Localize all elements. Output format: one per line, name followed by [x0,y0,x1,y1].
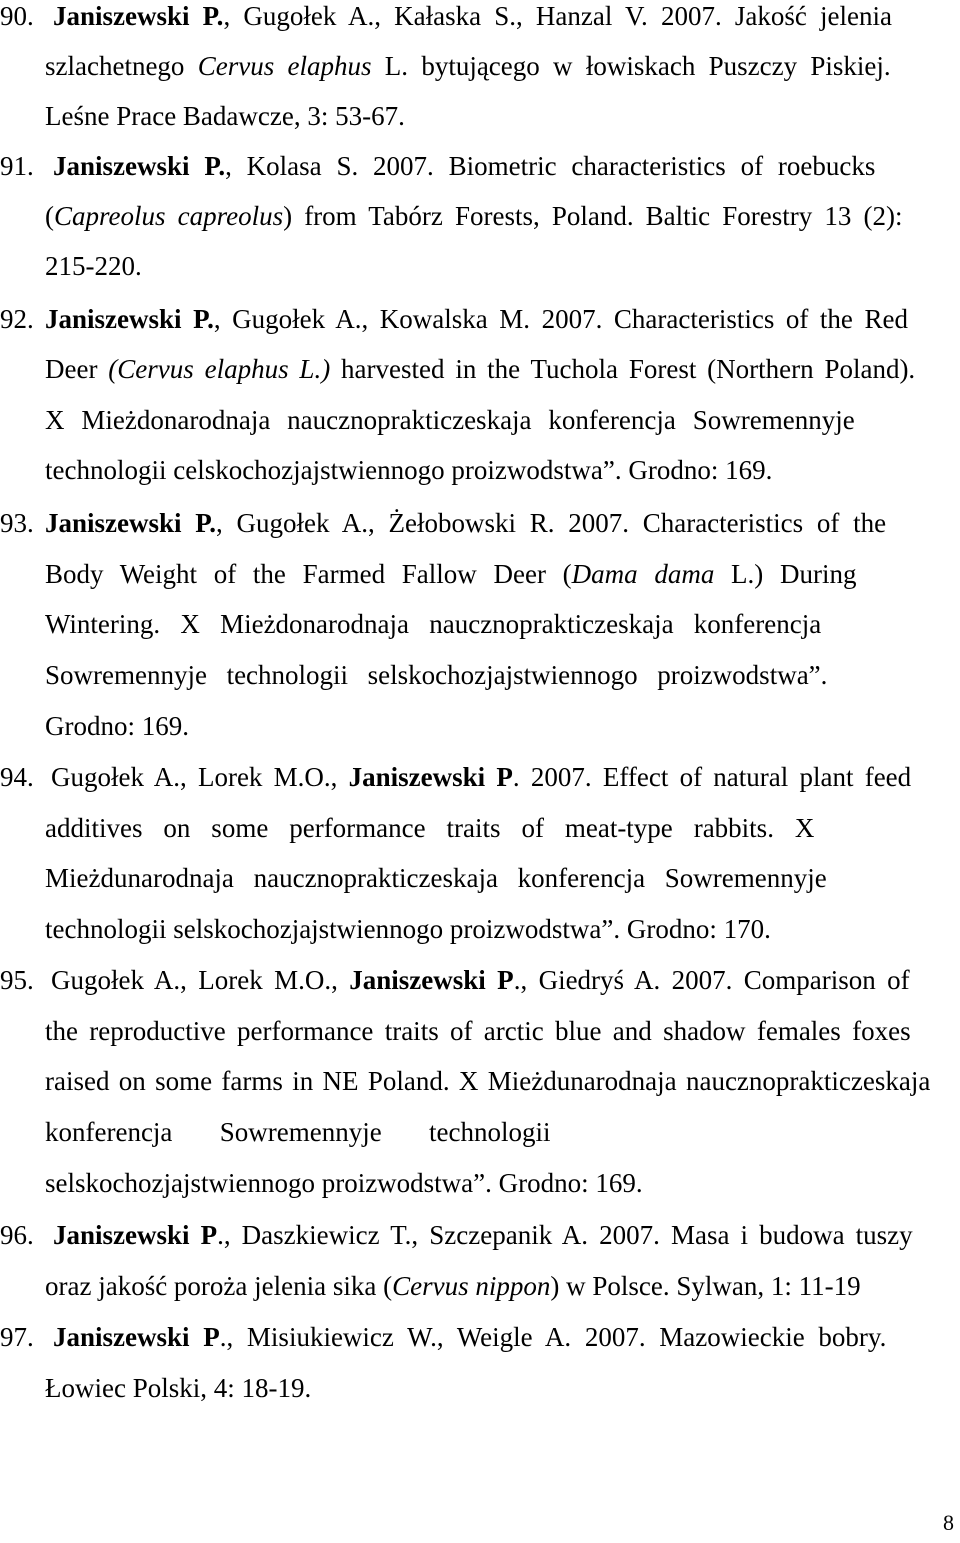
page-number: 8 [943,1510,954,1535]
species-name: Dama dama [571,559,715,589]
reference-number: 91. [0,151,34,181]
reference-line: Grodno: 169. [45,711,189,741]
reference-line: Deer (Cervus elaphus L.) harvested in the Tuchola Forest (Northern Poland). [45,354,916,384]
reference-line: Janiszewski P., Gugołek A., Kowalska M. 2007. Characteristics of the Red [45,304,908,334]
reference-line: Gugołek A., Lorek M.O., Janiszewski P., Giedryś A. 2007. Comparison of [51,965,910,995]
reference-line: Janiszewski P., Gugołek A., Żełobowski R. 2007. Characteristics of the [45,508,887,538]
reference-line: Wintering. X Mieżdonarodnaja naucznoprakticzeskaja konferencja [45,609,822,639]
reference-number: 92. [0,304,34,334]
reference-line: Mieżdunarodnaja naucznoprakticzeskaja konferencja Sowremennyje [45,863,827,893]
species-name: Cervus nippon [392,1271,551,1301]
author-bold: Janiszewski P. [45,508,217,538]
reference-line: szlachetnego Cervus elaphus L. bytującego w łowiskach Puszczy Piskiej. [45,51,891,81]
reference-number: 97. [0,1322,34,1352]
reference-line: (Capreolus capreolus) from Tabórz Forests, Poland. Baltic Forestry 13 (2): [45,201,903,231]
reference-line: konferencja Sowremennyje technologii [45,1117,551,1147]
reference-line: additives on some performance traits of meat-type rabbits. X [45,813,815,843]
reference-line: selskochozjajstwiennogo proizwodstwa”. Grodno: 169. [45,1168,643,1198]
reference-number: 93. [0,508,34,538]
reference-number: 94. [0,762,34,792]
reference-number: 95. [0,965,34,995]
reference-line: Janiszewski P., Misiukiewicz W., Weigle A. 2007. Mazowieckie bobry. [53,1322,887,1352]
reference-line: Janiszewski P., Kolasa S. 2007. Biometric characteristics of roebucks [53,151,876,181]
reference-line: Body Weight of the Farmed Fallow Deer (Dama dama L.) During [45,559,857,589]
author-bold: Janiszewski P. [53,1,224,31]
reference-line: the reproductive performance traits of arctic blue and shadow females foxes [45,1016,911,1046]
reference-line: raised on some farms in NE Poland. X Mieżdunarodnaja naucznoprakticzeskaja [45,1066,931,1096]
reference-line: Leśne Prace Badawcze, 3: 53-67. [45,101,405,131]
species-name: (Cervus elaphus L.) [108,354,331,384]
reference-line: X Mieżdonarodnaja naucznoprakticzeskaja konferencja Sowremennyje [45,405,855,435]
reference-line: oraz jakość poroża jelenia sika (Cervus nippon) w Polsce. Sylwan, 1: 11-19 [45,1271,861,1301]
reference-line: Łowiec Polski, 4: 18-19. [45,1373,312,1403]
reference-line: Sowremennyje technologii selskochozjajstwiennogo proizwodstwa”. [45,660,828,690]
author-bold: Janiszewski P [53,1220,218,1250]
author-bold: Janiszewski P [348,762,513,792]
author-bold: Janiszewski P [349,965,514,995]
reference-line: 215-220. [45,251,142,281]
author-bold: Janiszewski P. [45,304,214,334]
author-bold: Janiszewski P. [53,151,226,181]
reference-line: Janiszewski P., Gugołek A., Kałaska S., Hanzal V. 2007. Jakość jelenia [53,1,892,31]
author-bold: Janiszewski P [53,1322,220,1352]
species-name: Capreolus capreolus [54,201,284,231]
reference-line: Janiszewski P., Daszkiewicz T., Szczepanik A. 2007. Masa i budowa tuszy [53,1220,913,1250]
reference-line: Gugołek A., Lorek M.O., Janiszewski P. 2007. Effect of natural plant feed [51,762,912,792]
reference-line: technologii selskochozjajstwiennogo proizwodstwa”. Grodno: 170. [45,914,771,944]
reference-number: 90. [0,1,34,31]
species-name: Cervus elaphus [197,51,372,81]
reference-line: technologii celskochozjajstwiennogo proizwodstwa”. Grodno: 169. [45,455,773,485]
reference-number: 96. [0,1220,34,1250]
